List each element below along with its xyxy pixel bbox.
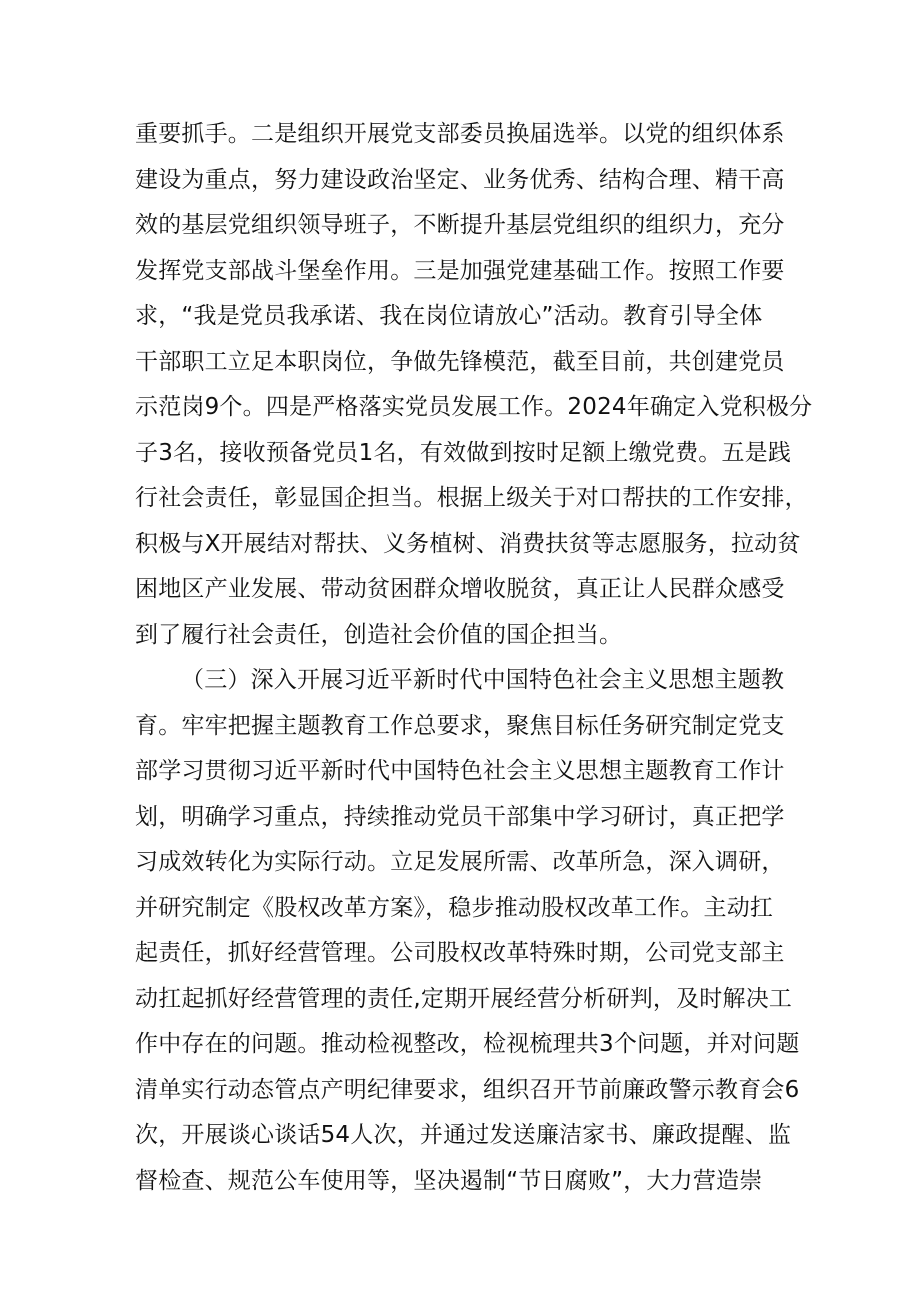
- text-line: 次，开展谈心谈话54人次，并通过发送廉洁家书、廉政提醒、监: [135, 1122, 792, 1148]
- text-line: 作中存在的问题。推动检视整改，检视梳理共3个问题，并对问题: [135, 1031, 800, 1057]
- text-line: 起责任，抓好经营管理。公司股权改革特殊时期，公司党支部主: [135, 940, 785, 966]
- text-line: 效的基层党组织领导班子，不断提升基层党组织的组织力，充分: [135, 212, 785, 238]
- text-line: 并研究制定《股权改革方案》，稳步推动股权改革工作。主动扛: [135, 894, 774, 921]
- text-line: 干部职工立足本职岗位，争做先锋模范，截至目前，共创建党员: [135, 348, 785, 375]
- text-line: 发挥党支部战斗堡垒作用。三是加强党建基础工作。按照工作要: [135, 257, 785, 284]
- text-line: 示范岗9个。四是严格落实党员发展工作。2024年确定入党积极分: [135, 394, 813, 420]
- text-line: 划，明确学习重点，持续推动党员干部集中学习研讨，真正把学: [135, 803, 785, 830]
- text-line: 到了履行社会责任，创造社会价值的国企担当。: [135, 621, 623, 648]
- text-line: 积极与X开展结对帮扶、义务植树、消费扶贫等志愿服务，拉动贫: [135, 530, 801, 557]
- text-line: 动扛起抓好经营管理的责任,定期开展经营分析研判，及时解决工: [135, 985, 793, 1012]
- text-line: 清单实行动态管点产明纪律要求，组织召开节前廉政警示教育会6: [135, 1076, 800, 1103]
- text-line: 子3名，接收预备党员1名，有效做到按时足额上缴党费。五是践: [135, 439, 792, 466]
- text-line: 建设为重点，努力建设政治坚定、业务优秀、结构合理、精干高: [135, 166, 785, 193]
- text-line: 困地区产业发展、带动贫困群众增收脱贫，真正让人民群众感受: [135, 576, 785, 602]
- body-text: [135, 112, 815, 1204]
- text-line: 习成效转化为实际行动。立足发展所需、改革所急，深入调研，: [135, 849, 785, 875]
- text-line: 督检查、规范公车使用等，坚决遏制“节日腐败”，大力营造崇: [135, 1167, 763, 1194]
- text-line: 育。牢牢把握主题教育工作总要求，聚焦目标任务研究制定党支: [135, 712, 785, 739]
- text-line: 部学习贯彻习近平新时代中国特色社会主义思想主题教育工作计: [135, 758, 785, 784]
- text-line: 重要抓手。二是组织开展党支部委员换届选举。以党的组织体系: [135, 121, 785, 147]
- text-line: 求，“我是党员我承诺、我在岗位请放心”活动。教育引导全体: [135, 303, 763, 329]
- section-heading-line: （三）深入开展习近平新时代中国特色社会主义思想主题教: [181, 667, 785, 693]
- text-line: 行社会责任，彰显国企担当。根据上级关于对口帮扶的工作安排，: [135, 485, 808, 511]
